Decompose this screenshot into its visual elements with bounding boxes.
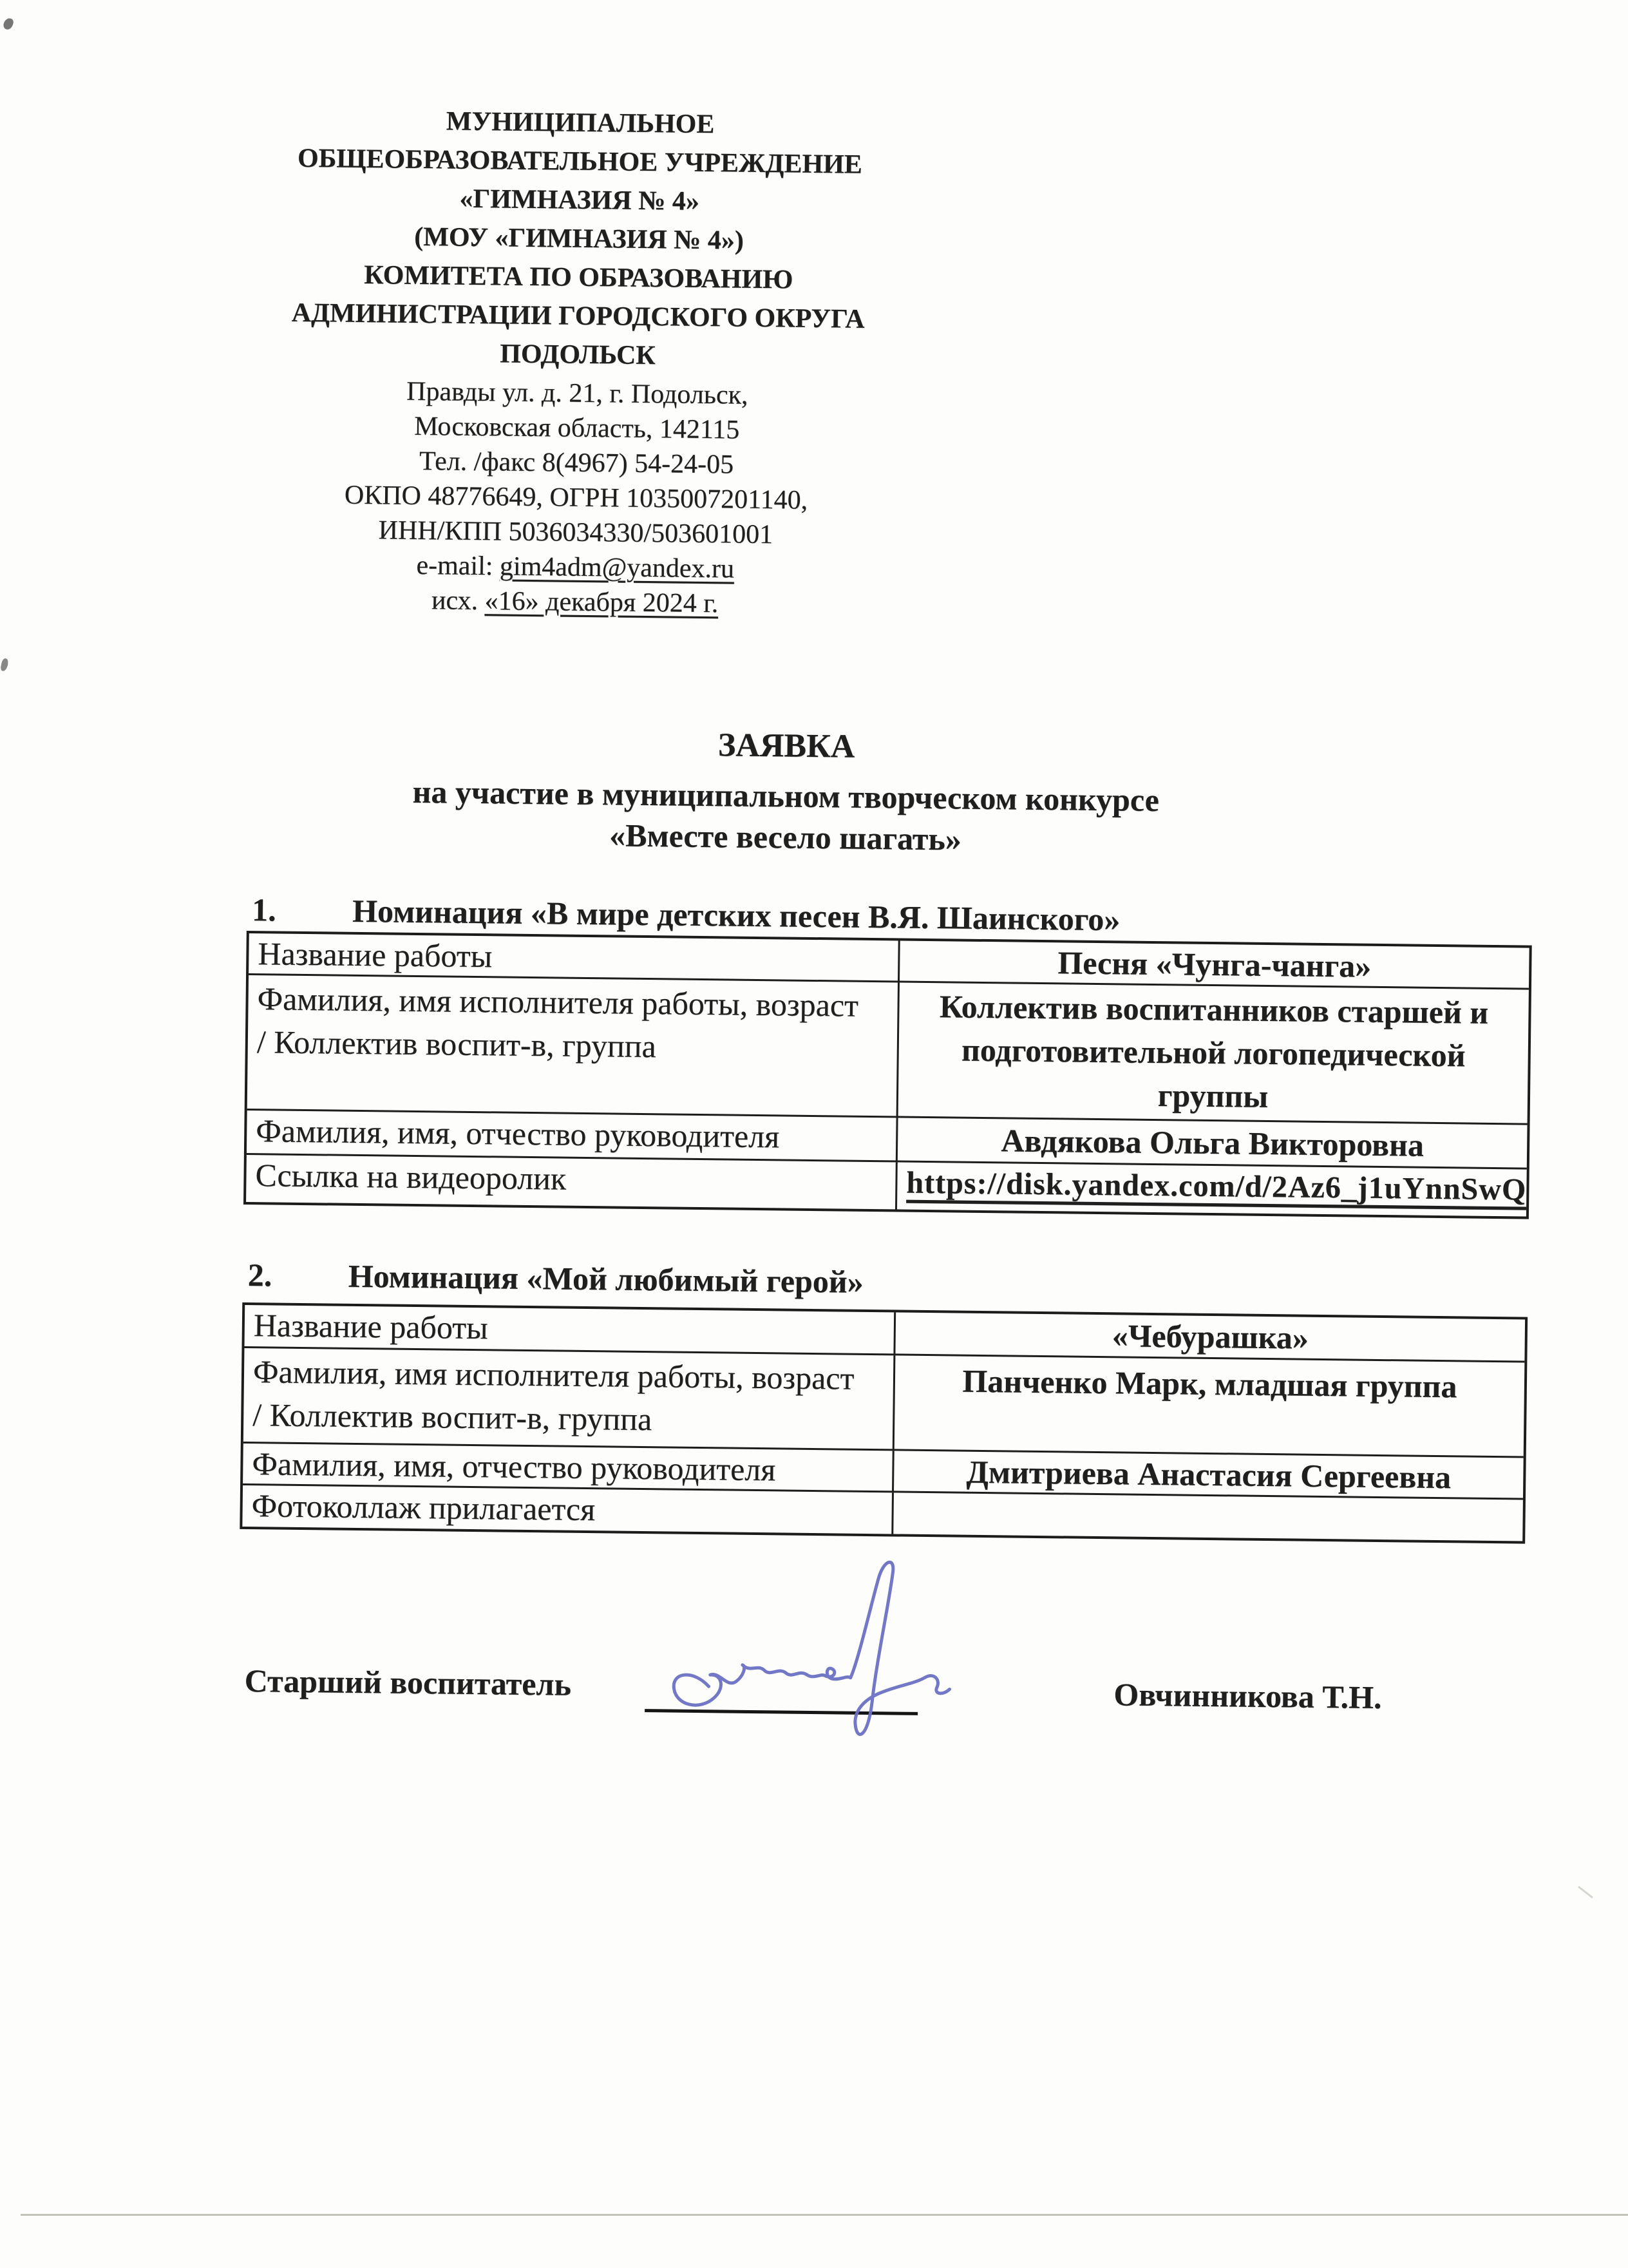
nomination-1-table [243,931,1532,1219]
performer-value: Панченко Марк, младшая группа [893,1355,1525,1456]
letterhead-contacts [268,372,884,623]
section-2-title: Номинация «Мой любимый герой» [348,1257,864,1300]
video-link-value: https://disk.yandex.com/d/2Az6_j1uYnnSwQ [895,1162,1536,1216]
row-label-work-title: Название работы [253,1307,489,1346]
org-name-line-5: КОМИТЕТА ПО ОБРАЗОВАНИЮ [364,260,793,295]
org-name-line-6: АДМИНИСТРАЦИИ ГОРОДСКОГО ОКРУГА [291,298,865,334]
signatory-role: Старший воспитатель [244,1663,572,1702]
email-address: gim4adm@yandex.ru [499,551,735,584]
row-label-video-link: Ссылка на видеоролик [255,1157,567,1197]
email-label: e-mail: [416,550,500,582]
title-block [3,718,1569,866]
org-name-line-4: (МОУ «ГИМНАЗИЯ № 4») [413,222,744,256]
handwritten-signature [659,1549,983,1753]
performer-value: Коллектив воспитанников старшей и подготовительной логопедической группы [896,982,1529,1123]
supervisor-value: Авдякова Ольга Викторовна [896,1118,1528,1167]
signatory-name: Овчинникова Т.Н. [1113,1676,1382,1716]
street-address-line: Правды ул. д. 21, г. Подольск, [406,376,748,410]
contest-name: «Вместе весело шагать» [609,817,962,857]
section-1-number: 1. [251,891,277,928]
row-label-photocollage: Фотоколлаж прилагается [251,1487,596,1528]
outgoing-number-line [268,581,882,623]
section-2-heading [247,1257,864,1299]
work-title-value: «Чебурашка» [893,1312,1525,1360]
nomination-2-table [240,1302,1528,1544]
row-label-supervisor: Фамилия, имя, отчество руководителя [256,1112,780,1155]
row-label-performer: Фамилия, имя исполнителя работы, возраст / Коллектив воспит-в, группа [256,980,859,1065]
org-name-line-1: МУНИЦИПАЛЬНОЕ [446,106,715,140]
okpo-ogrn-line: ОКПО 48776649, ОГРН 1035007201140, [344,480,808,515]
outgoing-label: исх. [431,586,485,616]
document-title: ЗАЯВКА [717,727,855,765]
org-name-line-2: ОБЩЕОБРАЗОВАТЕЛЬНОЕ УЧРЕЖДЕНИЕ [297,143,863,180]
supervisor-value: Дмитриева Анастасия Сергеевна [892,1451,1524,1498]
org-name-line-7: ПОДОЛЬСК [499,339,656,371]
letterhead [271,100,887,377]
row-label-performer: Фамилия, имя исполнителя работы, возраст / Коллектив воспит-в, группа [252,1353,855,1438]
document-subtitle: на участие в муниципальном творческом конкурсе [412,773,1160,819]
section-1-heading [252,892,1121,937]
outgoing-date: «16» декабря 2024 г. [484,586,719,619]
phone-fax-line: Тел. /факс 8(4967) 54-24-05 [419,446,734,480]
section-1-title: Номинация «В мире детских песен В.Я. Шаинского» [352,892,1121,938]
signature-stroke [673,1559,951,1735]
table-row [243,1346,1525,1456]
section-2-number: 2. [247,1257,272,1293]
row-label-work-title: Название работы [258,935,493,975]
row-label-supervisor: Фамилия, имя, отчество руководителя [252,1445,776,1488]
table-row [247,973,1529,1123]
photocollage-value [891,1492,1523,1541]
work-title-value: Песня «Чунга-чанга» [898,940,1529,987]
inn-kpp-line: ИНН/КПП 5036034330/503601001 [378,515,773,550]
org-name-line-3: «ГИМНАЗИЯ № 4» [459,184,700,216]
scan-artifact-bottom-line [21,2214,1628,2216]
region-postcode-line: Московская область, 142115 [413,411,740,445]
